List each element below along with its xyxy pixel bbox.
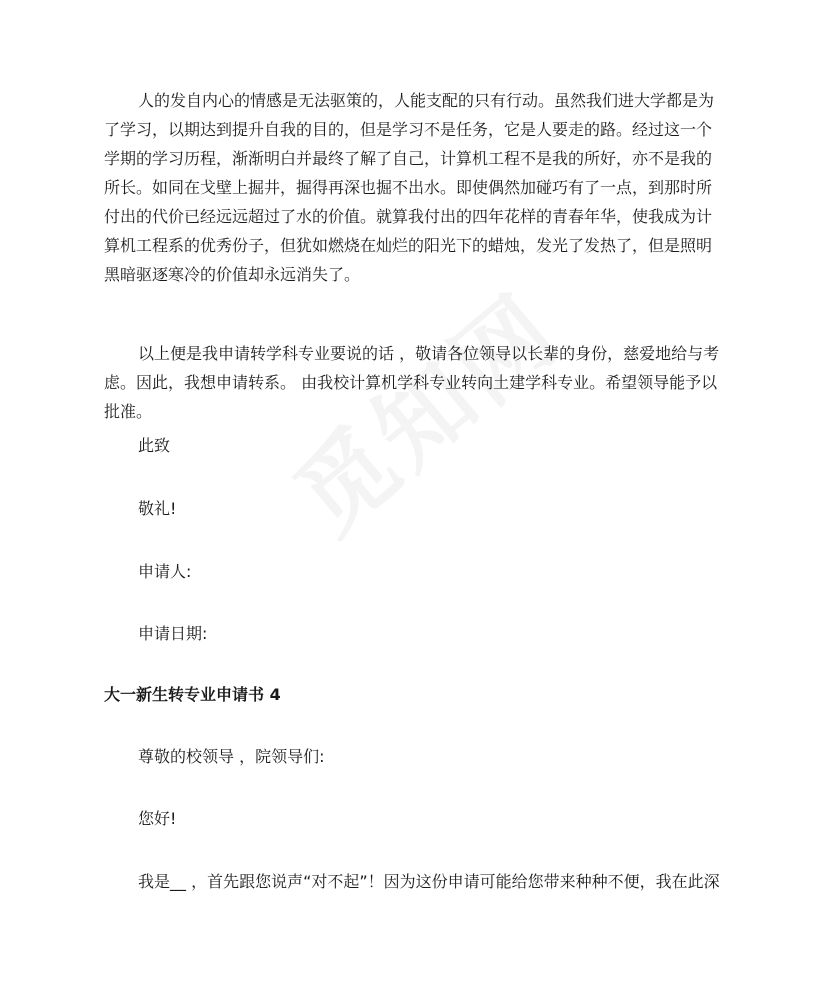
greeting: 您好! [138, 809, 177, 828]
body-paragraph-3: 我是__ ，首先跟您说声“对不起”！因为这份申请可能给您带来种种不便，我在此深 [138, 872, 720, 891]
closing-jingli: 敬礼! [138, 499, 177, 518]
body-paragraph-2: 以上便是我申请转学科专业要说的话 ，敬请各位领导以长辈的身份，慈爱地给与考虑。因此，我想申请转系。 由我校计算机学科专业转向土建学科专业。希望领导能予以批准。 [104, 344, 720, 421]
application-date-label: 申请日期: [138, 624, 208, 643]
salutation: 尊敬的校领导 ，院领导们: [138, 747, 325, 766]
body-paragraph-1: 人的发自内心的情感是无法驱策的，人能支配的只有行动。虽然我们进大学都是为了学习，以期达到提升自我的目的，但是学习不是任务，它是人要走的路。经过这一个学期的学习历程，渐渐明白并最终了解了自己，计算机工程不是我的所好，亦不是我的所长。如同在戈壁上掘井，掘得再深也掘不出水。即使偶然加碰巧有了一点，到那时所付出的代价已经远远超过了水的价值。就算我付出的四年花样的青春年华，使我成为计算机工程系的优秀份子，但犹如燃烧在灿烂的阳光下的蜡烛，发光了发热了，但是照明黑暗驱逐寒冷的价值却永远消失了。 [104, 91, 715, 284]
section-heading: 大一新生转专业申请书 4 [104, 685, 281, 704]
applicant-label: 申请人: [138, 562, 192, 581]
closing-cizhi: 此致 [138, 436, 171, 455]
